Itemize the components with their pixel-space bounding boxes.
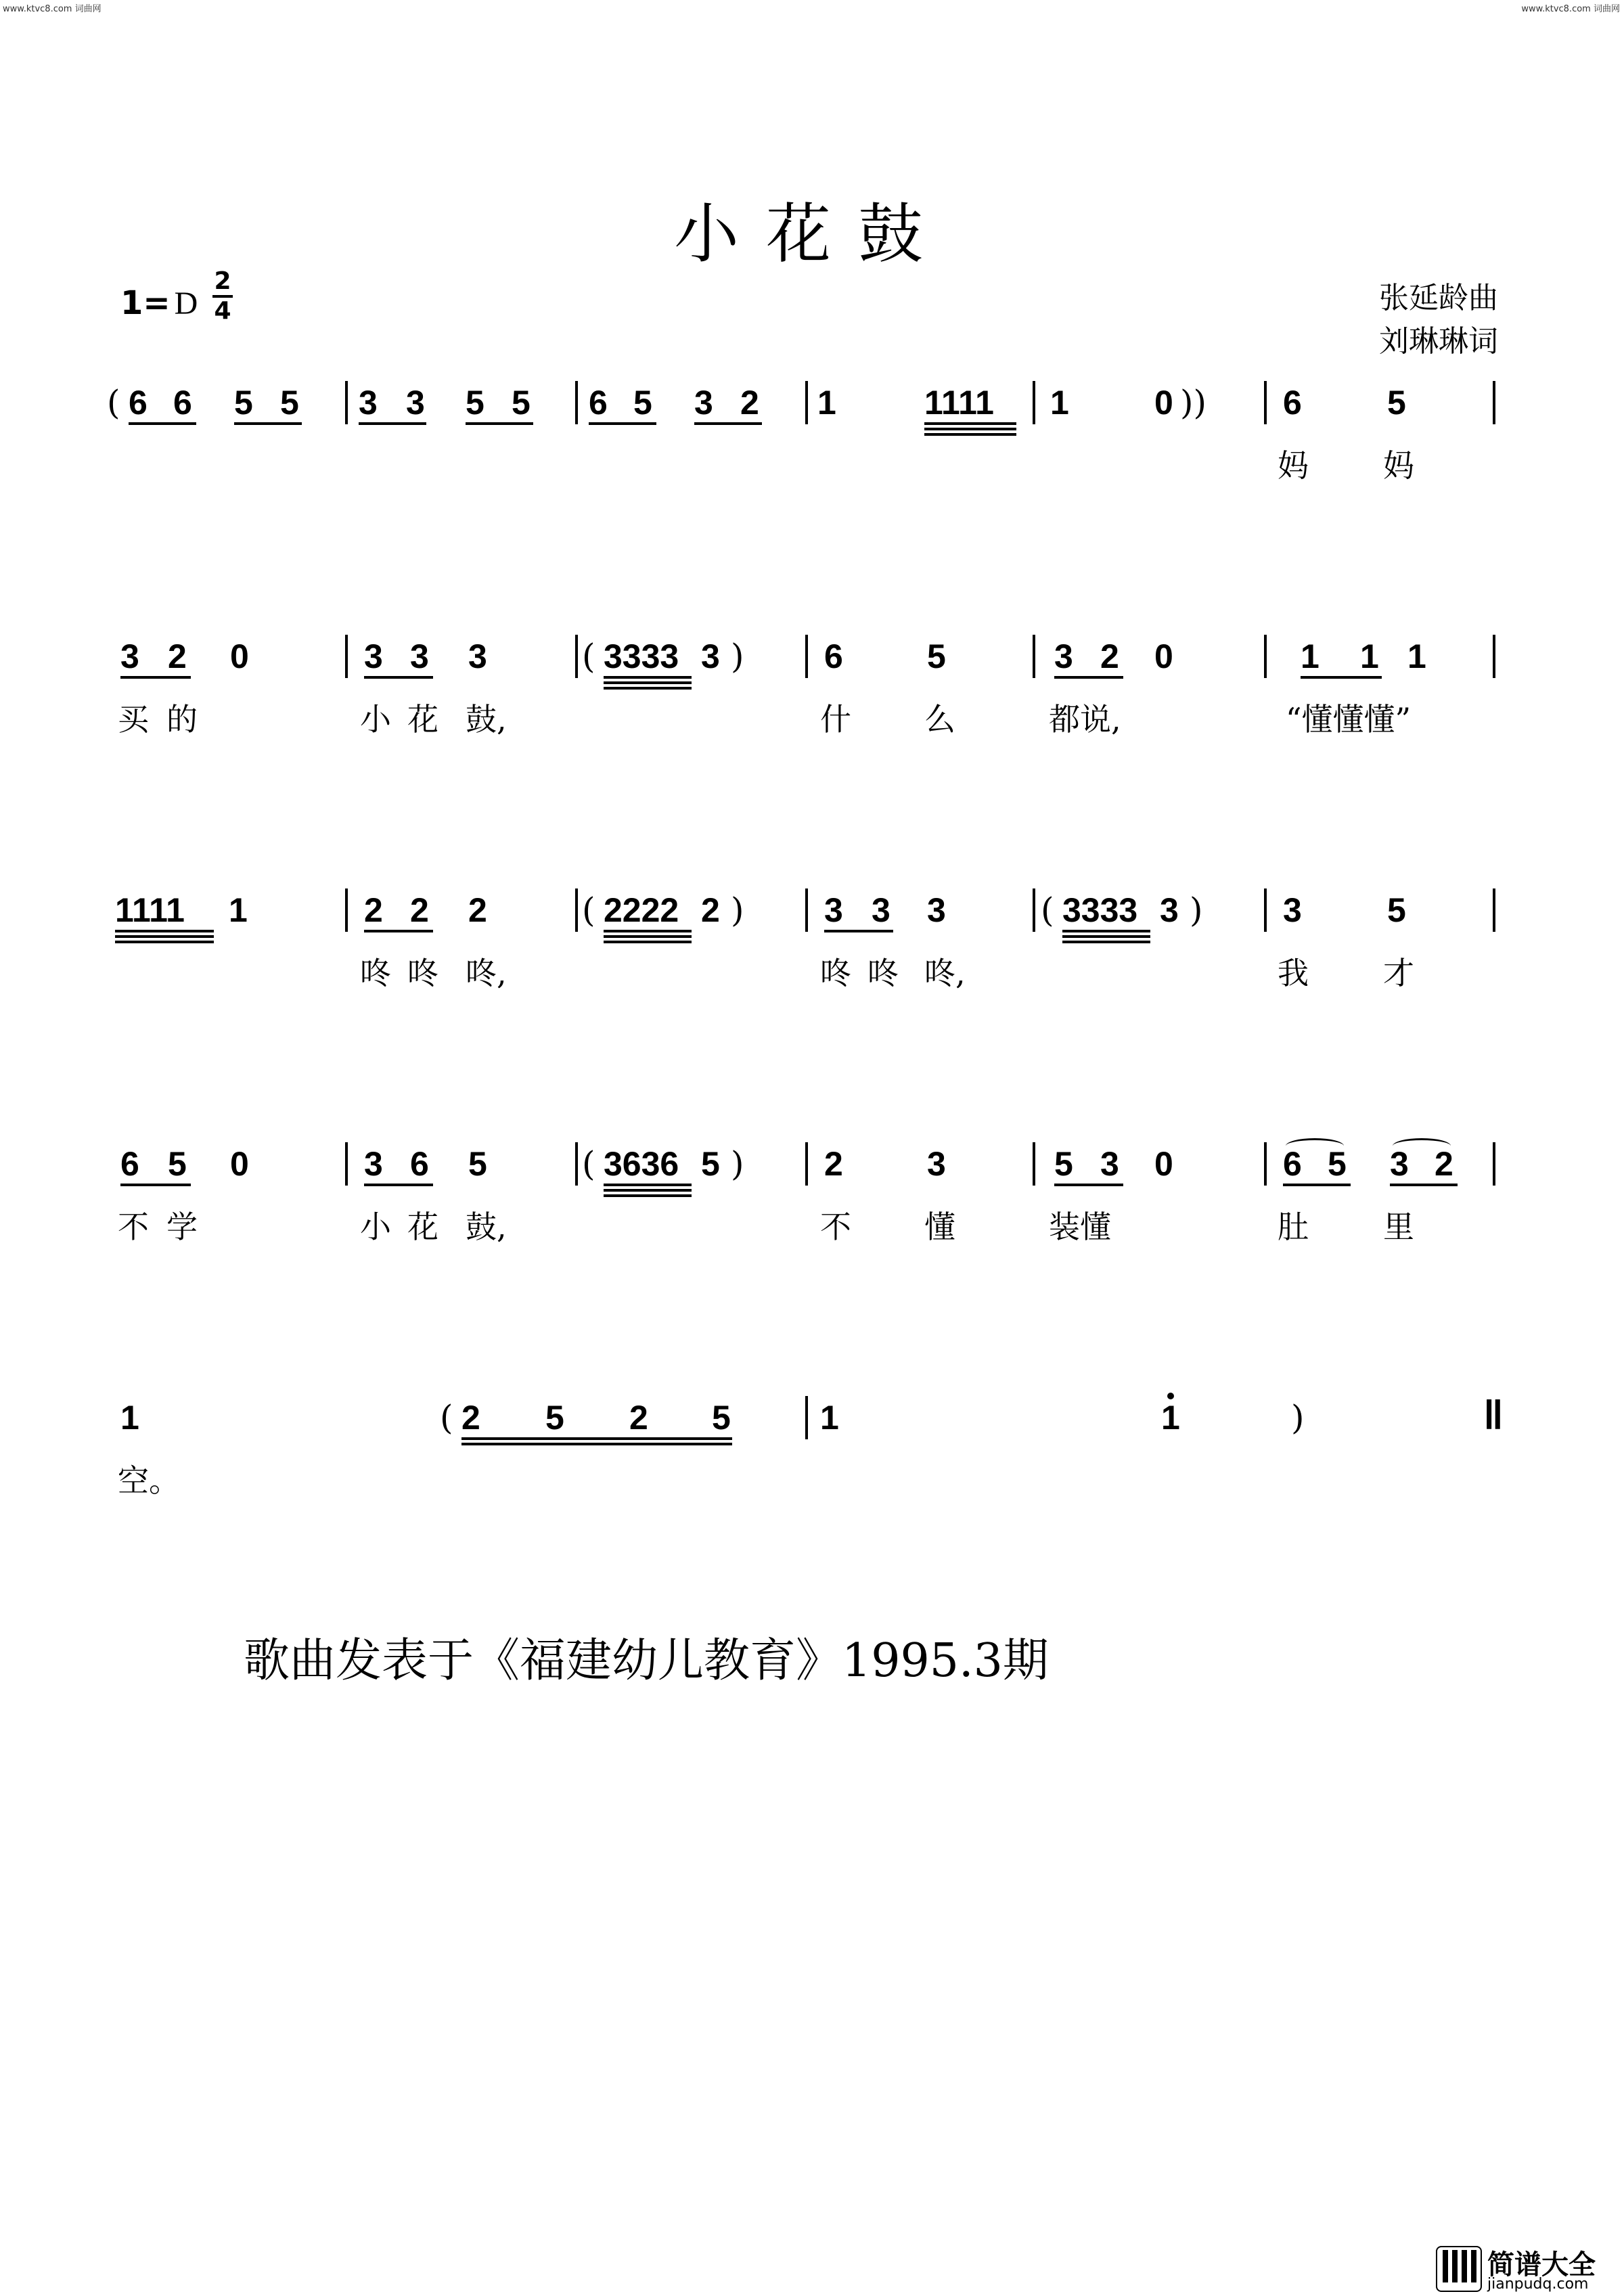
song-title: 小花鼓 — [674, 196, 950, 272]
lyric: 买 — [118, 701, 149, 738]
logo-url: jianpudq.com — [1487, 2276, 1589, 2293]
bar-line — [1033, 888, 1035, 932]
logo-name: 简谱大全 — [1487, 2249, 1596, 2280]
final-barline: ‖ — [1483, 1393, 1504, 1438]
note: 1 — [817, 384, 836, 422]
note: 6 — [173, 384, 192, 422]
note: 0 — [230, 637, 249, 675]
note: 5 — [545, 1399, 564, 1437]
note-paren: ) — [1291, 1398, 1305, 1437]
note: 2 — [468, 891, 487, 929]
note: 3 — [468, 637, 487, 675]
note: 3 — [364, 637, 383, 675]
note: 3 — [1054, 637, 1073, 675]
note-paren: ( — [1041, 891, 1054, 930]
note-group: 1111 — [115, 891, 185, 929]
bar-line — [805, 635, 808, 678]
lyric: 鼓, — [466, 701, 507, 738]
note: 3 — [1160, 891, 1179, 929]
note: 3 — [872, 891, 890, 929]
note: 2 — [461, 1399, 480, 1437]
note: 1 — [1360, 637, 1379, 675]
note: 0 — [1154, 637, 1173, 675]
note-group: 2222 — [604, 891, 679, 929]
note: 5 — [1387, 384, 1406, 422]
lyric: 里 — [1383, 1209, 1414, 1245]
bar-line — [1264, 381, 1267, 424]
bar-line — [1033, 1142, 1035, 1186]
note: 1 — [820, 1399, 839, 1437]
bar-line — [805, 381, 808, 424]
note: 5 — [280, 384, 299, 422]
lyric: 小 — [360, 701, 391, 738]
note: 3 — [410, 637, 429, 675]
note: 0 — [1154, 1145, 1173, 1183]
lyric: 妈 — [1278, 447, 1309, 484]
note-paren: ) — [1190, 891, 1203, 930]
note: 6 — [120, 1145, 139, 1183]
note: 3 — [701, 637, 720, 675]
bar-line — [1493, 1142, 1495, 1186]
note: 0 — [1154, 384, 1173, 422]
site-watermark-right: www.ktvc8.com 词曲网 — [1521, 4, 1620, 14]
note: 2 — [410, 891, 429, 929]
note: 0 — [230, 1145, 249, 1183]
note: 6 — [410, 1145, 429, 1183]
note: 1 — [120, 1399, 139, 1437]
note: 5 — [633, 384, 652, 422]
lyric: 装懂 — [1049, 1209, 1111, 1245]
note-group: 1111 — [924, 384, 994, 422]
lyricist-credit: 刘琳琳词 — [1379, 324, 1498, 359]
note: 2 — [1435, 1145, 1453, 1183]
note: 2 — [629, 1399, 648, 1437]
note: 3 — [359, 384, 378, 422]
lyric: 才 — [1383, 955, 1414, 991]
note: 2 — [1100, 637, 1119, 675]
bar-line — [1033, 635, 1035, 678]
lyric: 肚 — [1278, 1209, 1309, 1245]
note-paren: ( — [582, 891, 595, 930]
lyric: 鼓, — [466, 1209, 507, 1245]
lyric: 的 — [166, 701, 198, 738]
note: 6 — [129, 384, 148, 422]
bar-line — [575, 381, 578, 424]
lyric: 什 — [820, 701, 851, 738]
note: 3 — [1390, 1145, 1409, 1183]
note: 2 — [701, 891, 720, 929]
note-paren: ( — [582, 1144, 595, 1184]
note: 5 — [1328, 1145, 1347, 1183]
note: 5 — [168, 1145, 187, 1183]
bar-line — [575, 635, 578, 678]
lyric: 懂 — [924, 1209, 955, 1245]
note-group: 3333 — [604, 637, 679, 675]
note-paren: ( — [440, 1398, 453, 1437]
note-paren: )) — [1180, 383, 1207, 422]
lyric: 咚, — [466, 955, 507, 991]
lyric: 空。 — [118, 1462, 180, 1499]
note: 6 — [1283, 1145, 1302, 1183]
note: 5 — [468, 1145, 487, 1183]
note-group: 3636 — [604, 1145, 679, 1183]
bar-line — [575, 888, 578, 932]
bar-line — [805, 1142, 808, 1186]
note: 1 — [1301, 637, 1320, 675]
note: 6 — [824, 637, 843, 675]
note: 5 — [712, 1399, 731, 1437]
bar-line — [345, 381, 348, 424]
note: 5 — [927, 637, 946, 675]
lyric: 么 — [924, 701, 955, 738]
lyric: 咚, — [924, 955, 966, 991]
lyric: 我 — [1278, 955, 1309, 991]
bar-line — [345, 635, 348, 678]
note: 3 — [120, 637, 139, 675]
note: 3 — [927, 891, 946, 929]
bar-line — [805, 1396, 808, 1439]
lyric: 咚 — [820, 955, 851, 991]
time-signature: 2 4 — [212, 269, 233, 323]
note: 6 — [589, 384, 608, 422]
note-paren: ) — [731, 1144, 744, 1184]
note-paren: ) — [731, 637, 744, 676]
note-paren: ( — [582, 637, 595, 676]
bar-line — [575, 1142, 578, 1186]
note: 3 — [1100, 1145, 1119, 1183]
note: 3 — [364, 1145, 383, 1183]
bar-line — [1493, 381, 1495, 424]
note: 1 — [1407, 637, 1426, 675]
note-paren: ) — [731, 891, 744, 930]
note: 1 — [229, 891, 248, 929]
lyric: 咚 — [360, 955, 391, 991]
bar-line — [1493, 888, 1495, 932]
lyric: “懂懂懂” — [1286, 701, 1412, 738]
bar-line — [1264, 888, 1267, 932]
note: 3 — [694, 384, 713, 422]
composer-credit: 张延龄曲 — [1379, 281, 1498, 315]
bar-line — [1033, 381, 1035, 424]
bar-line — [1264, 1142, 1267, 1186]
lyric: 不 — [118, 1209, 149, 1245]
bar-line — [1264, 635, 1267, 678]
lyric: 都说, — [1049, 701, 1121, 738]
note: 3 — [927, 1145, 946, 1183]
note: 2 — [168, 637, 187, 675]
lyric: 小 — [360, 1209, 391, 1245]
note: 5 — [1054, 1145, 1073, 1183]
note: 3 — [406, 384, 425, 422]
bar-line — [345, 1142, 348, 1186]
lyric: 妈 — [1383, 447, 1414, 484]
note: 2 — [740, 384, 759, 422]
lyric: 花 — [407, 701, 438, 738]
note: 5 — [701, 1145, 720, 1183]
lyric: 咚 — [407, 955, 438, 991]
note-group: 3333 — [1062, 891, 1138, 929]
note-high: 1 — [1161, 1399, 1180, 1437]
note: 5 — [234, 384, 253, 422]
site-watermark-left: www.ktvc8.com 词曲网 — [3, 4, 102, 14]
note: 5 — [1387, 891, 1406, 929]
note: 2 — [364, 891, 383, 929]
note: 5 — [512, 384, 531, 422]
note: 3 — [824, 891, 843, 929]
bar-line — [345, 888, 348, 932]
publication-note: 歌曲发表于《福建幼儿教育》1995.3期 — [244, 1634, 1049, 1688]
note: 2 — [824, 1145, 843, 1183]
lyric: 花 — [407, 1209, 438, 1245]
note: 6 — [1283, 384, 1302, 422]
key-signature: 1= D — [120, 284, 198, 322]
lyric: 不 — [820, 1209, 851, 1245]
bar-line — [805, 888, 808, 932]
lyric: 学 — [166, 1209, 198, 1245]
note-paren: ( — [107, 383, 120, 422]
note: 3 — [1283, 891, 1302, 929]
note: 1 — [1050, 384, 1069, 422]
note: 5 — [466, 384, 484, 422]
bar-line — [1493, 635, 1495, 678]
site-logo — [1436, 2246, 1605, 2292]
lyric: 咚 — [867, 955, 899, 991]
